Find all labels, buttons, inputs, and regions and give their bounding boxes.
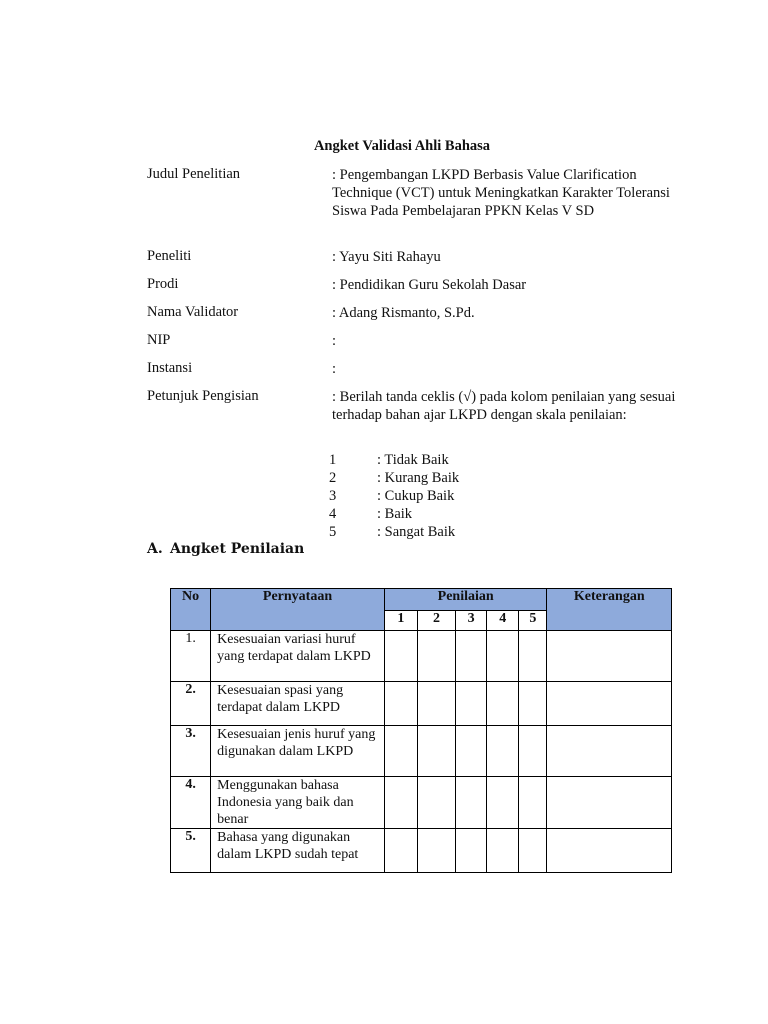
note-cell[interactable] [547, 726, 672, 777]
row-statement: Bahasa yang digunakan dalam LKPD sudah tepat [211, 829, 385, 873]
score-cell-2[interactable] [417, 682, 455, 726]
score-header: 4 [487, 611, 519, 631]
score-cell-5[interactable] [519, 631, 547, 682]
score-cell-2[interactable] [417, 829, 455, 873]
rating-scale [327, 451, 459, 541]
score-cell-5[interactable] [519, 829, 547, 873]
row-statement: Kesesuaian variasi huruf yang terdapat dalam LKPD [211, 631, 385, 682]
row-statement: Kesesuaian jenis huruf yang digunakan dalam LKPD [211, 726, 385, 777]
field-label: Peneliti [147, 248, 192, 264]
score-header: 1 [384, 611, 417, 631]
row-number: 3. [171, 726, 211, 777]
field-value: : Pengembangan LKPD Berbasis Value Clarification Technique (VCT) untuk Meningkatkan Karakter Toleransi Siswa Pada Pembelajaran PPKN Kelas V SD [332, 167, 670, 219]
field-value: : [332, 361, 337, 377]
score-cell-2[interactable] [417, 777, 455, 829]
field-label: Petunjuk Pengisian [147, 388, 259, 404]
score-cell-1[interactable] [384, 829, 417, 873]
note-cell[interactable] [547, 682, 672, 726]
score-cell-4[interactable] [487, 682, 519, 726]
score-cell-4[interactable] [487, 631, 519, 682]
score-cell-3[interactable] [456, 631, 487, 682]
scale-text: : Tidak Baik [377, 452, 449, 468]
score-cell-3[interactable] [456, 829, 487, 873]
scale-item [327, 523, 459, 541]
score-cell-1[interactable] [384, 726, 417, 777]
score-header: 2 [417, 611, 455, 631]
score-cell-5[interactable] [519, 777, 547, 829]
score-header: 5 [519, 611, 547, 631]
field-label: Prodi [147, 276, 179, 292]
row-statement: Menggunakan bahasa Indonesia yang baik dan benar [211, 777, 385, 829]
note-cell[interactable] [547, 829, 672, 873]
scale-number: 4 [329, 506, 337, 522]
field-value: : Berilah tanda ceklis (√) pada kolom penilaian yang sesuai terhadap bahan ajar LKPD dengan skala penilaian: [332, 389, 676, 423]
score-cell-1[interactable] [384, 631, 417, 682]
field-value: : Adang Rismanto, S.Pd. [332, 305, 475, 321]
scale-number: 1 [329, 452, 337, 468]
header-rating: Penilaian [384, 589, 547, 611]
row-number: 2. [171, 682, 211, 726]
scale-number: 2 [329, 470, 337, 486]
score-cell-4[interactable] [487, 726, 519, 777]
score-cell-3[interactable] [456, 726, 487, 777]
score-cell-2[interactable] [417, 726, 455, 777]
row-statement: Kesesuaian spasi yang terdapat dalam LKPD [211, 682, 385, 726]
table-row [171, 682, 672, 726]
score-cell-4[interactable] [487, 777, 519, 829]
note-cell[interactable] [547, 631, 672, 682]
row-number: 5. [171, 829, 211, 873]
score-cell-5[interactable] [519, 726, 547, 777]
score-header: 3 [456, 611, 487, 631]
table-row [171, 631, 672, 682]
scale-item [327, 451, 459, 469]
section-letter: A. [147, 541, 163, 557]
document-title: Angket Validasi Ahli Bahasa [313, 138, 491, 154]
scale-item [327, 487, 459, 505]
table-row [171, 777, 672, 829]
score-cell-1[interactable] [384, 682, 417, 726]
score-cell-3[interactable] [456, 682, 487, 726]
scale-number: 3 [329, 488, 337, 504]
note-cell[interactable] [547, 777, 672, 829]
field-value: : Pendidikan Guru Sekolah Dasar [332, 277, 527, 293]
field-label: Nama Validator [147, 304, 239, 320]
row-number: 4. [171, 777, 211, 829]
scale-text: : Baik [377, 506, 413, 522]
scale-text: : Cukup Baik [377, 488, 455, 504]
table-row [171, 726, 672, 777]
score-cell-3[interactable] [456, 777, 487, 829]
row-number: 1. [171, 631, 211, 682]
table-row [171, 829, 672, 873]
field-label: NIP [147, 332, 171, 348]
scale-text: : Kurang Baik [377, 470, 460, 486]
field-label: Judul Penelitian [147, 166, 241, 182]
header-note: Keterangan [547, 589, 672, 631]
scale-number: 5 [329, 524, 337, 540]
scale-text: : Sangat Baik [377, 524, 456, 540]
score-cell-1[interactable] [384, 777, 417, 829]
field-label: Instansi [147, 360, 193, 376]
field-value: : [332, 333, 337, 349]
score-cell-5[interactable] [519, 682, 547, 726]
table-header-row [171, 589, 672, 611]
score-cell-2[interactable] [417, 631, 455, 682]
section-heading [147, 541, 304, 557]
scale-item [327, 469, 459, 487]
header-no: No [171, 589, 211, 631]
score-cell-4[interactable] [487, 829, 519, 873]
assessment-table [170, 588, 672, 873]
field-value: : Yayu Siti Rahayu [332, 249, 441, 265]
header-statement: Pernyataan [211, 589, 385, 631]
scale-item [327, 505, 459, 523]
section-title: Angket Penilaian [170, 541, 305, 557]
